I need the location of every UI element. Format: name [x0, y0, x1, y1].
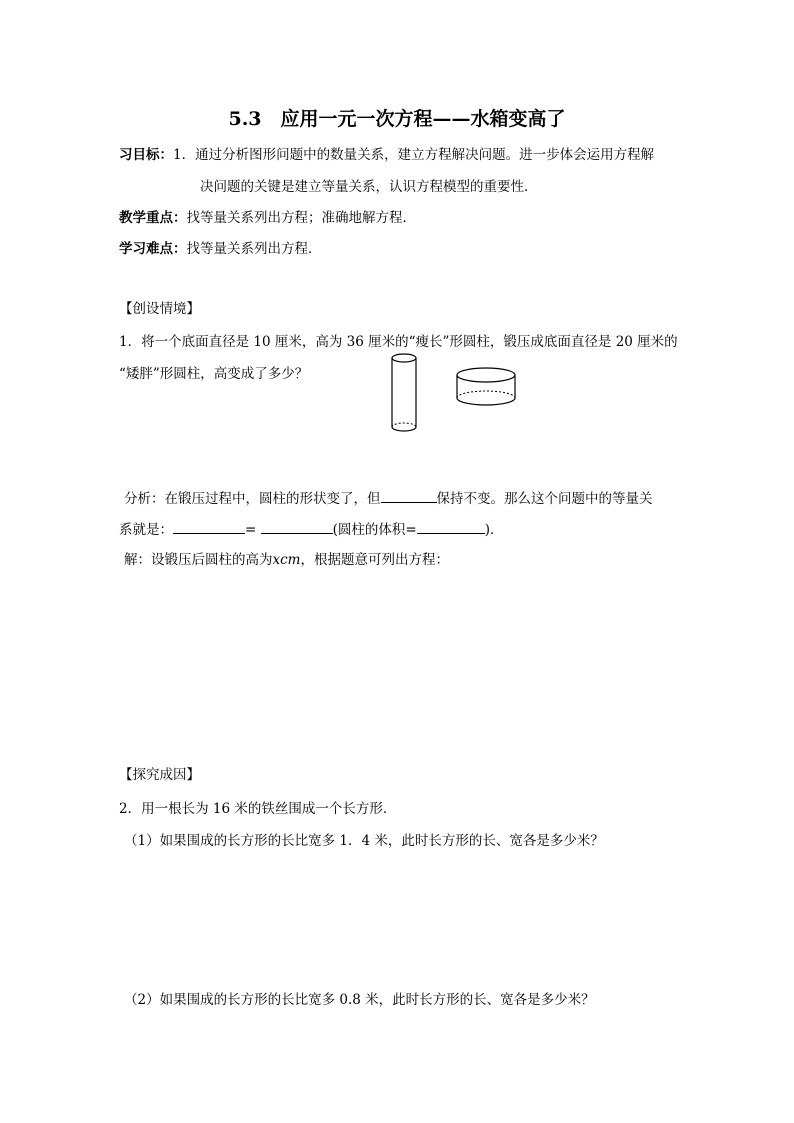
difficulties	[119, 240, 322, 258]
solution-text-b: ，根据题意可列出方程：	[300, 552, 449, 568]
question-2-part-1: （1）如果围成的长方形的长比宽多 1．4 米，此时长方形的长、宽各是多少米？	[124, 833, 604, 849]
objectives-text-1: 1．通过分析图形问题中的数量关系，建立方程解决问题。进一步体会运用方程解	[173, 147, 655, 163]
question-1-line2: “矮胖”形圆柱，高变成了多少？	[119, 366, 309, 382]
section-heading-scenario: 【创设情境】	[119, 301, 200, 317]
analysis-blank-4[interactable]	[417, 519, 485, 534]
key-points-text: 找等量关系列出方程；准确地解方程．	[186, 210, 416, 226]
question-1-line1: 1．将一个底面直径是 10 厘米，高为 36 厘米的“瘦长”形圆柱，锻压成底面直径是 20 厘米的	[119, 334, 678, 350]
page-title: 5.3 应用一元一次方程——水箱变高了	[228, 108, 566, 130]
question-2-part-2: （2）如果围成的长方形的长比宽多 0.8 米，此时长方形的长、宽各是多少米？	[124, 992, 595, 1008]
difficulties-label: 学习难点：	[119, 241, 187, 257]
analysis-line2	[119, 519, 503, 539]
solution-variable: xcm	[272, 552, 301, 568]
analysis2-eq: =	[245, 522, 257, 538]
objectives-line2: 决问题的关键是建立等量关系，认识方程模型的重要性．	[200, 179, 538, 195]
analysis-blank-2[interactable]	[173, 519, 245, 534]
analysis2-text-c: )．	[484, 522, 504, 538]
objectives-label: 习目标：	[119, 147, 173, 163]
solution-line	[124, 551, 449, 569]
solution-text-a: 解：设锻压后圆柱的高为	[124, 552, 273, 568]
key-points	[119, 209, 416, 227]
short-cylinder-figure	[452, 365, 524, 413]
analysis-text-b: 保持不变。那么这个问题中的等量关	[436, 491, 653, 507]
analysis2-text-b: (圆柱的体积=	[332, 522, 417, 538]
analysis-line1	[124, 488, 653, 508]
analysis2-text-a: 系就是：	[119, 522, 173, 538]
tall-cylinder-figure	[388, 350, 422, 434]
analysis-blank-3[interactable]	[261, 519, 333, 534]
key-points-label: 教学重点：	[119, 210, 187, 226]
objectives-line1	[119, 146, 654, 164]
analysis-text-a: 分析：在锻压过程中，圆柱的形状变了，但	[124, 491, 381, 507]
question-2: 2．用一根长为 16 米的铁丝围成一个长方形．	[119, 801, 397, 817]
difficulties-text: 找等量关系列出方程．	[186, 241, 322, 257]
section-heading-explore: 【探究成因】	[119, 767, 200, 783]
analysis-blank-1[interactable]	[381, 488, 437, 503]
